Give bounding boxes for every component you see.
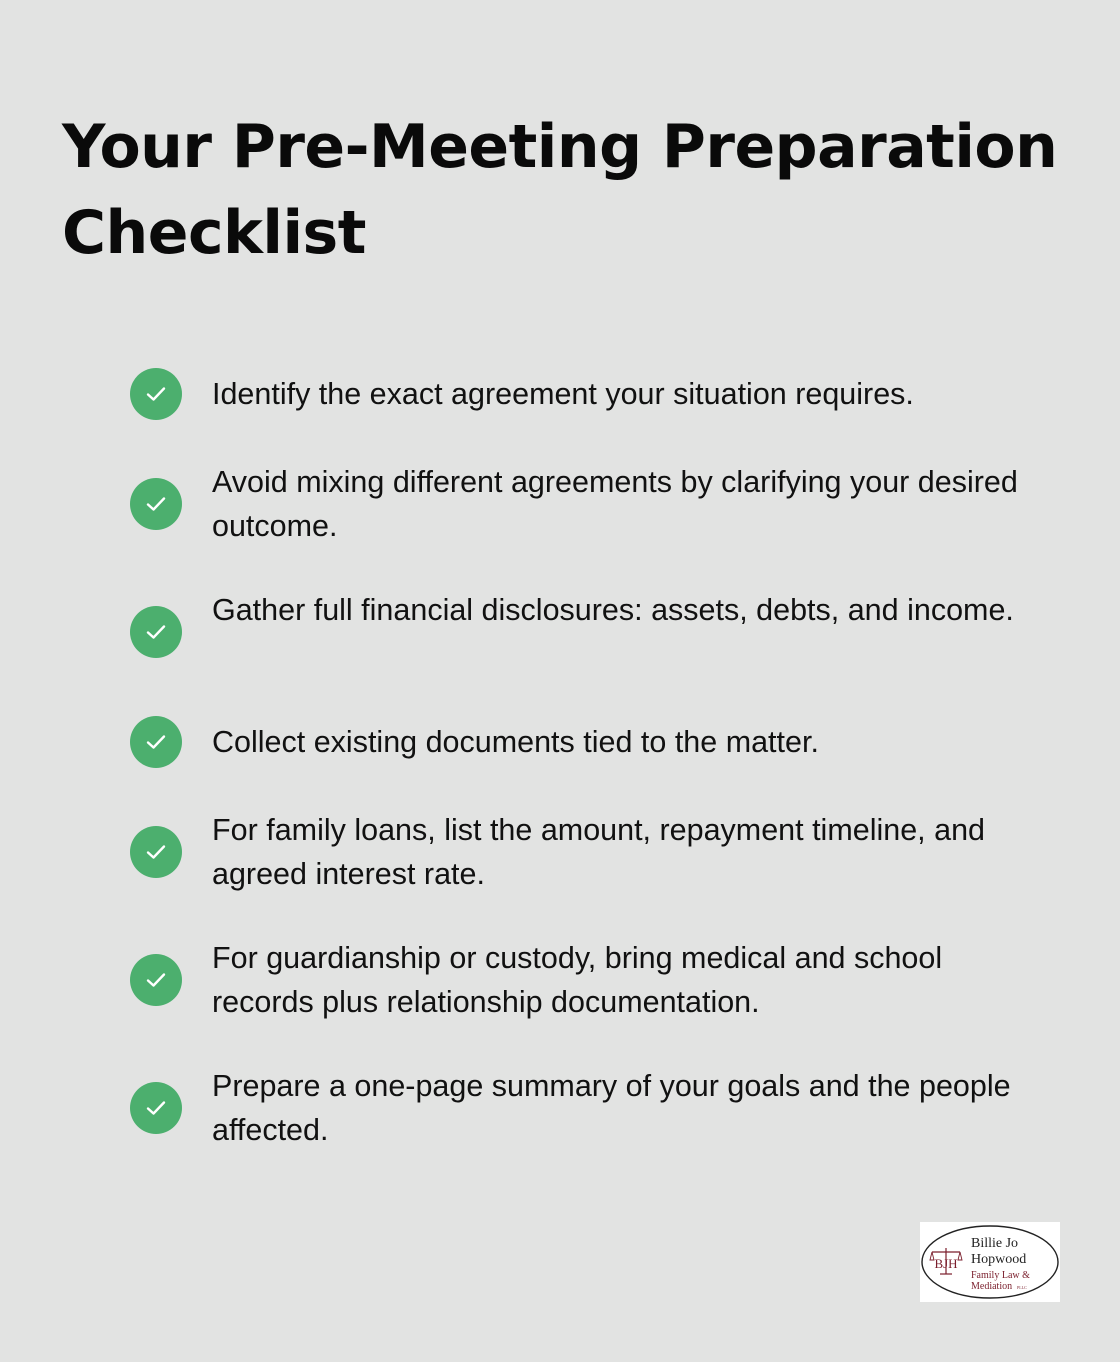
logo-monogram: BJH	[934, 1256, 958, 1271]
checklist-item-text: For guardianship or custody, bring medical and school records plus relationship documentation.	[212, 941, 943, 1019]
logo-line-2: Hopwood	[971, 1252, 1027, 1267]
checklist-item-text: Gather full financial disclosures: assets, debts, and income.	[212, 593, 1014, 627]
checklist-item-text: Identify the exact agreement your situation requires.	[212, 377, 914, 411]
checkmark-icon	[130, 826, 182, 878]
checkmark-icon	[130, 606, 182, 658]
checklist-item-text: Prepare a one-page summary of your goals and the people affected.	[212, 1069, 1011, 1147]
checkmark-icon	[130, 368, 182, 420]
logo-suffix: PLLC	[1017, 1285, 1027, 1290]
logo-line-1: Billie Jo	[971, 1236, 1019, 1251]
firm-logo	[920, 1222, 1060, 1302]
checkmark-icon	[130, 478, 182, 530]
logo-line-3: Family Law &	[971, 1270, 1030, 1281]
checkmark-icon	[130, 1082, 182, 1134]
checklist-item-text: For family loans, list the amount, repayment timeline, and agreed interest rate.	[212, 813, 986, 891]
checklist-item-text: Collect existing documents tied to the matter.	[212, 725, 819, 759]
page-title: Your Pre-Meeting Preparation Checklist	[62, 112, 1058, 268]
checkmark-icon	[130, 716, 182, 768]
checkmark-icon	[130, 954, 182, 1006]
logo-line-4: Mediation	[971, 1281, 1013, 1292]
checklist-item-text: Avoid mixing different agreements by clarifying your desired outcome.	[212, 465, 1018, 543]
